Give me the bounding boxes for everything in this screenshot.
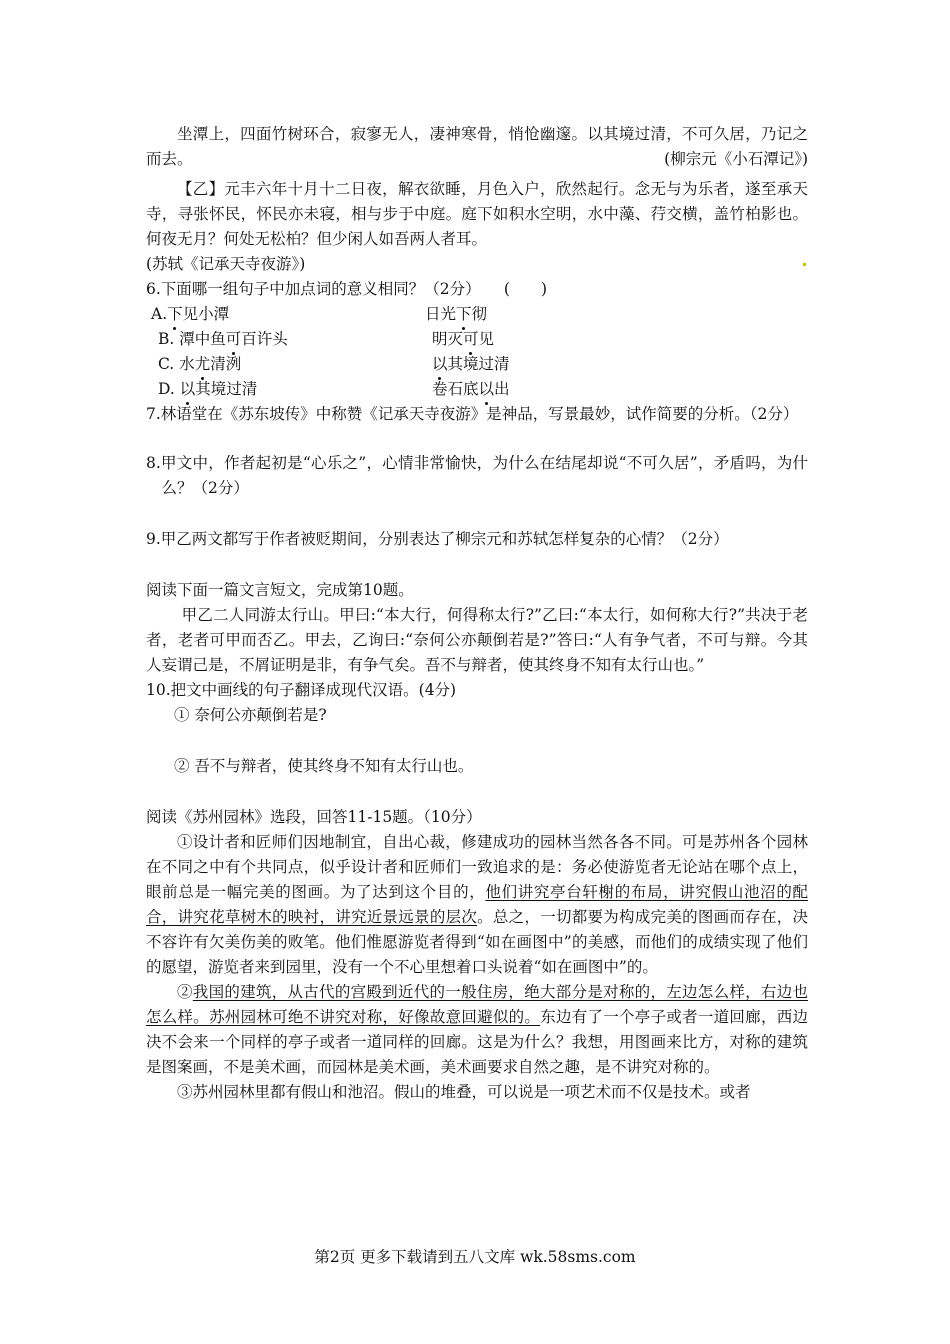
- passage-yi-marker: 【乙】: [177, 180, 225, 198]
- dotted-char: 可: [226, 327, 242, 352]
- option-d-left: D. 以其境过清: [148, 377, 432, 402]
- question-6-option-b: [148, 327, 808, 352]
- question-7: 7.林语堂在《苏东坡传》中称赞《记承天寺夜游》是神品，写景最妙，试作简要的分析。（2分）: [146, 405, 799, 423]
- question-10-item-1: ① 奈何公亦颠倒若是?: [174, 706, 327, 724]
- answer-space: [146, 552, 808, 578]
- passage-yi-text: 元丰六年十月十二日夜，解衣欲睡，月色入户，欣然起行。念无与为乐者，遂至承天寺，寻张怀民，怀民亦未寝，相与步于中庭。庭下如积水空明，水中藻、荇交横，盖竹柏影也。何夜无月？何处无松柏？但少闲人如吾两人者耳。: [146, 180, 808, 248]
- dotted-char: 以: [180, 377, 196, 402]
- passage-jia-ending: [146, 122, 808, 172]
- dotted-char: 下: [456, 302, 472, 327]
- question-6-option-d: [148, 377, 808, 402]
- option-label: B.: [158, 330, 175, 348]
- answer-space: [146, 779, 808, 805]
- page-footer: 第2页 更多下载请到五八文库 wk.58sms.com: [314, 1248, 636, 1266]
- question-10-stem: 10.把文中画线的句子翻译成现代汉语。(4分): [146, 681, 457, 699]
- dotted-char: 以: [479, 377, 495, 402]
- dotted-char: 下: [167, 302, 183, 327]
- dotted-char: 以: [432, 352, 448, 377]
- question-6-options: [148, 302, 808, 402]
- option-a-right: 日光下彻: [425, 302, 487, 327]
- option-b-right: 明灭可见: [432, 327, 494, 352]
- reading-3-intro: 阅读《苏州园林》选段，回答11-15题。（10分）: [146, 808, 482, 826]
- reading-3-paragraph-1: ①设计者和匠师们因地制宜，自出心裁，修建成功的园林当然各各不同。可是苏州各个园林在不同之中有个共同点，似乎设计者和匠师们一致追求的是：务必使游览者无论站在哪个点上，眼前总是一幅完美的图画。为了达到这个目的，他们讲究亭台轩榭的布局，讲究假山池沼的配合，讲究花草树木的映衬，讲究近景远景的层次。总之，一切都要为构成完美的图画而存在，决不容许有欠美伤美的败笔。他们惟愿游览者得到“如在画图中”的美感，而他们的成绩实现了他们的愿望，游览者来到园里，没有一个不心里想着口头说着“如在画图中”的。: [146, 833, 808, 976]
- stray-mark: [803, 263, 806, 266]
- passage-jia-source-inline: (柳宗元《小石潭记》): [664, 150, 808, 168]
- option-a-left: A.下见小潭: [148, 302, 425, 327]
- question-6-option-a: [148, 302, 808, 327]
- answer-space: [146, 728, 808, 754]
- answer-space: [146, 501, 808, 527]
- reading-3-paragraph-3: ③苏州园林里都有假山和池沼。假山的堆叠，可以说是一项艺术而不仅是技术。或者: [177, 1083, 751, 1101]
- question-9: 9.甲乙两文都写于作者被贬期间，分别表达了柳宗元和苏轼怎样复杂的心情？（2分）: [146, 530, 729, 548]
- question-8: 8.甲文中，作者起初是“心乐之”，心情非常愉快，为什么在结尾却说“不可久居”，矛盾吗，为什么？（2分）: [146, 454, 808, 497]
- dotted-char: 可: [463, 327, 479, 352]
- answer-space: [146, 427, 808, 451]
- reading-2-intro: 阅读下面一篇文言短文，完成第10题。: [146, 581, 414, 599]
- passage-jia-last-line: 坐潭上，四面竹树环合，寂寥无人，凄神寒骨，悄怆幽邃。以其境过清，不可久居，乃记之而去。: [146, 125, 808, 168]
- passage-yi: [146, 177, 808, 252]
- question-6-option-c: [148, 352, 808, 377]
- option-label: A.: [151, 305, 168, 323]
- underlined-sentence: 他们讲究亭台轩榭的布局，讲究假山池沼的配合，讲究花草树木的映衬，讲究近景远景的层次: [146, 883, 808, 926]
- option-c-left: C. 水尤清洌: [148, 352, 432, 377]
- option-d-right: 卷石底以出: [432, 377, 510, 402]
- dotted-char: 尤: [195, 352, 211, 377]
- passage-yi-source: (苏轼《记承天寺夜游》): [146, 255, 306, 273]
- reading-2-text: 甲乙二人同游太行山。甲曰:“本大行，何得称太行?”乙曰:“本太行，如何称大行?”共决于老者，老者可甲而否乙。甲去，乙询曰:“奈何公亦颠倒若是?”答曰:“人有争气者，不可与辩。今其人妄谓己是，不屑证明是非，有争气矣。吾不与辩者，使其终身不知有太行山也。”: [146, 606, 808, 674]
- question-6-stem: 6.下面哪一组句子中加点词的意义相同？（2分） ( ): [146, 280, 547, 298]
- option-b-left: B. 潭中鱼可百许头: [148, 327, 432, 352]
- question-10-item-2: ② 吾不与辩者，使其终身不知有太行山也。: [174, 757, 474, 775]
- document-page: [146, 122, 808, 1105]
- underlined-sentence: 我国的建筑，从古代的宫殿到近代的一般住房，绝大部分是对称的，左边怎么样，右边也怎么样。苏州园林可绝不讲究对称，好像故意回避似的。: [146, 983, 808, 1026]
- reading-3-paragraph-2: ②我国的建筑，从古代的宫殿到近代的一般住房，绝大部分是对称的，左边怎么样，右边也怎么样。苏州园林可绝不讲究对称，好像故意回避似的。东边有了一个亭子或者一道回廊，西边决不会来一个同样的亭子或者一道同样的回廊。这是为什么？我想，用图画来比方，对称的建筑是图案画，不是美术画，而园林是美术画，美术画要求自然之趣，是不讲究对称的。: [146, 983, 808, 1076]
- option-label: C.: [158, 355, 175, 373]
- option-label: D.: [158, 380, 175, 398]
- option-c-right: 以其境过清: [432, 352, 510, 377]
